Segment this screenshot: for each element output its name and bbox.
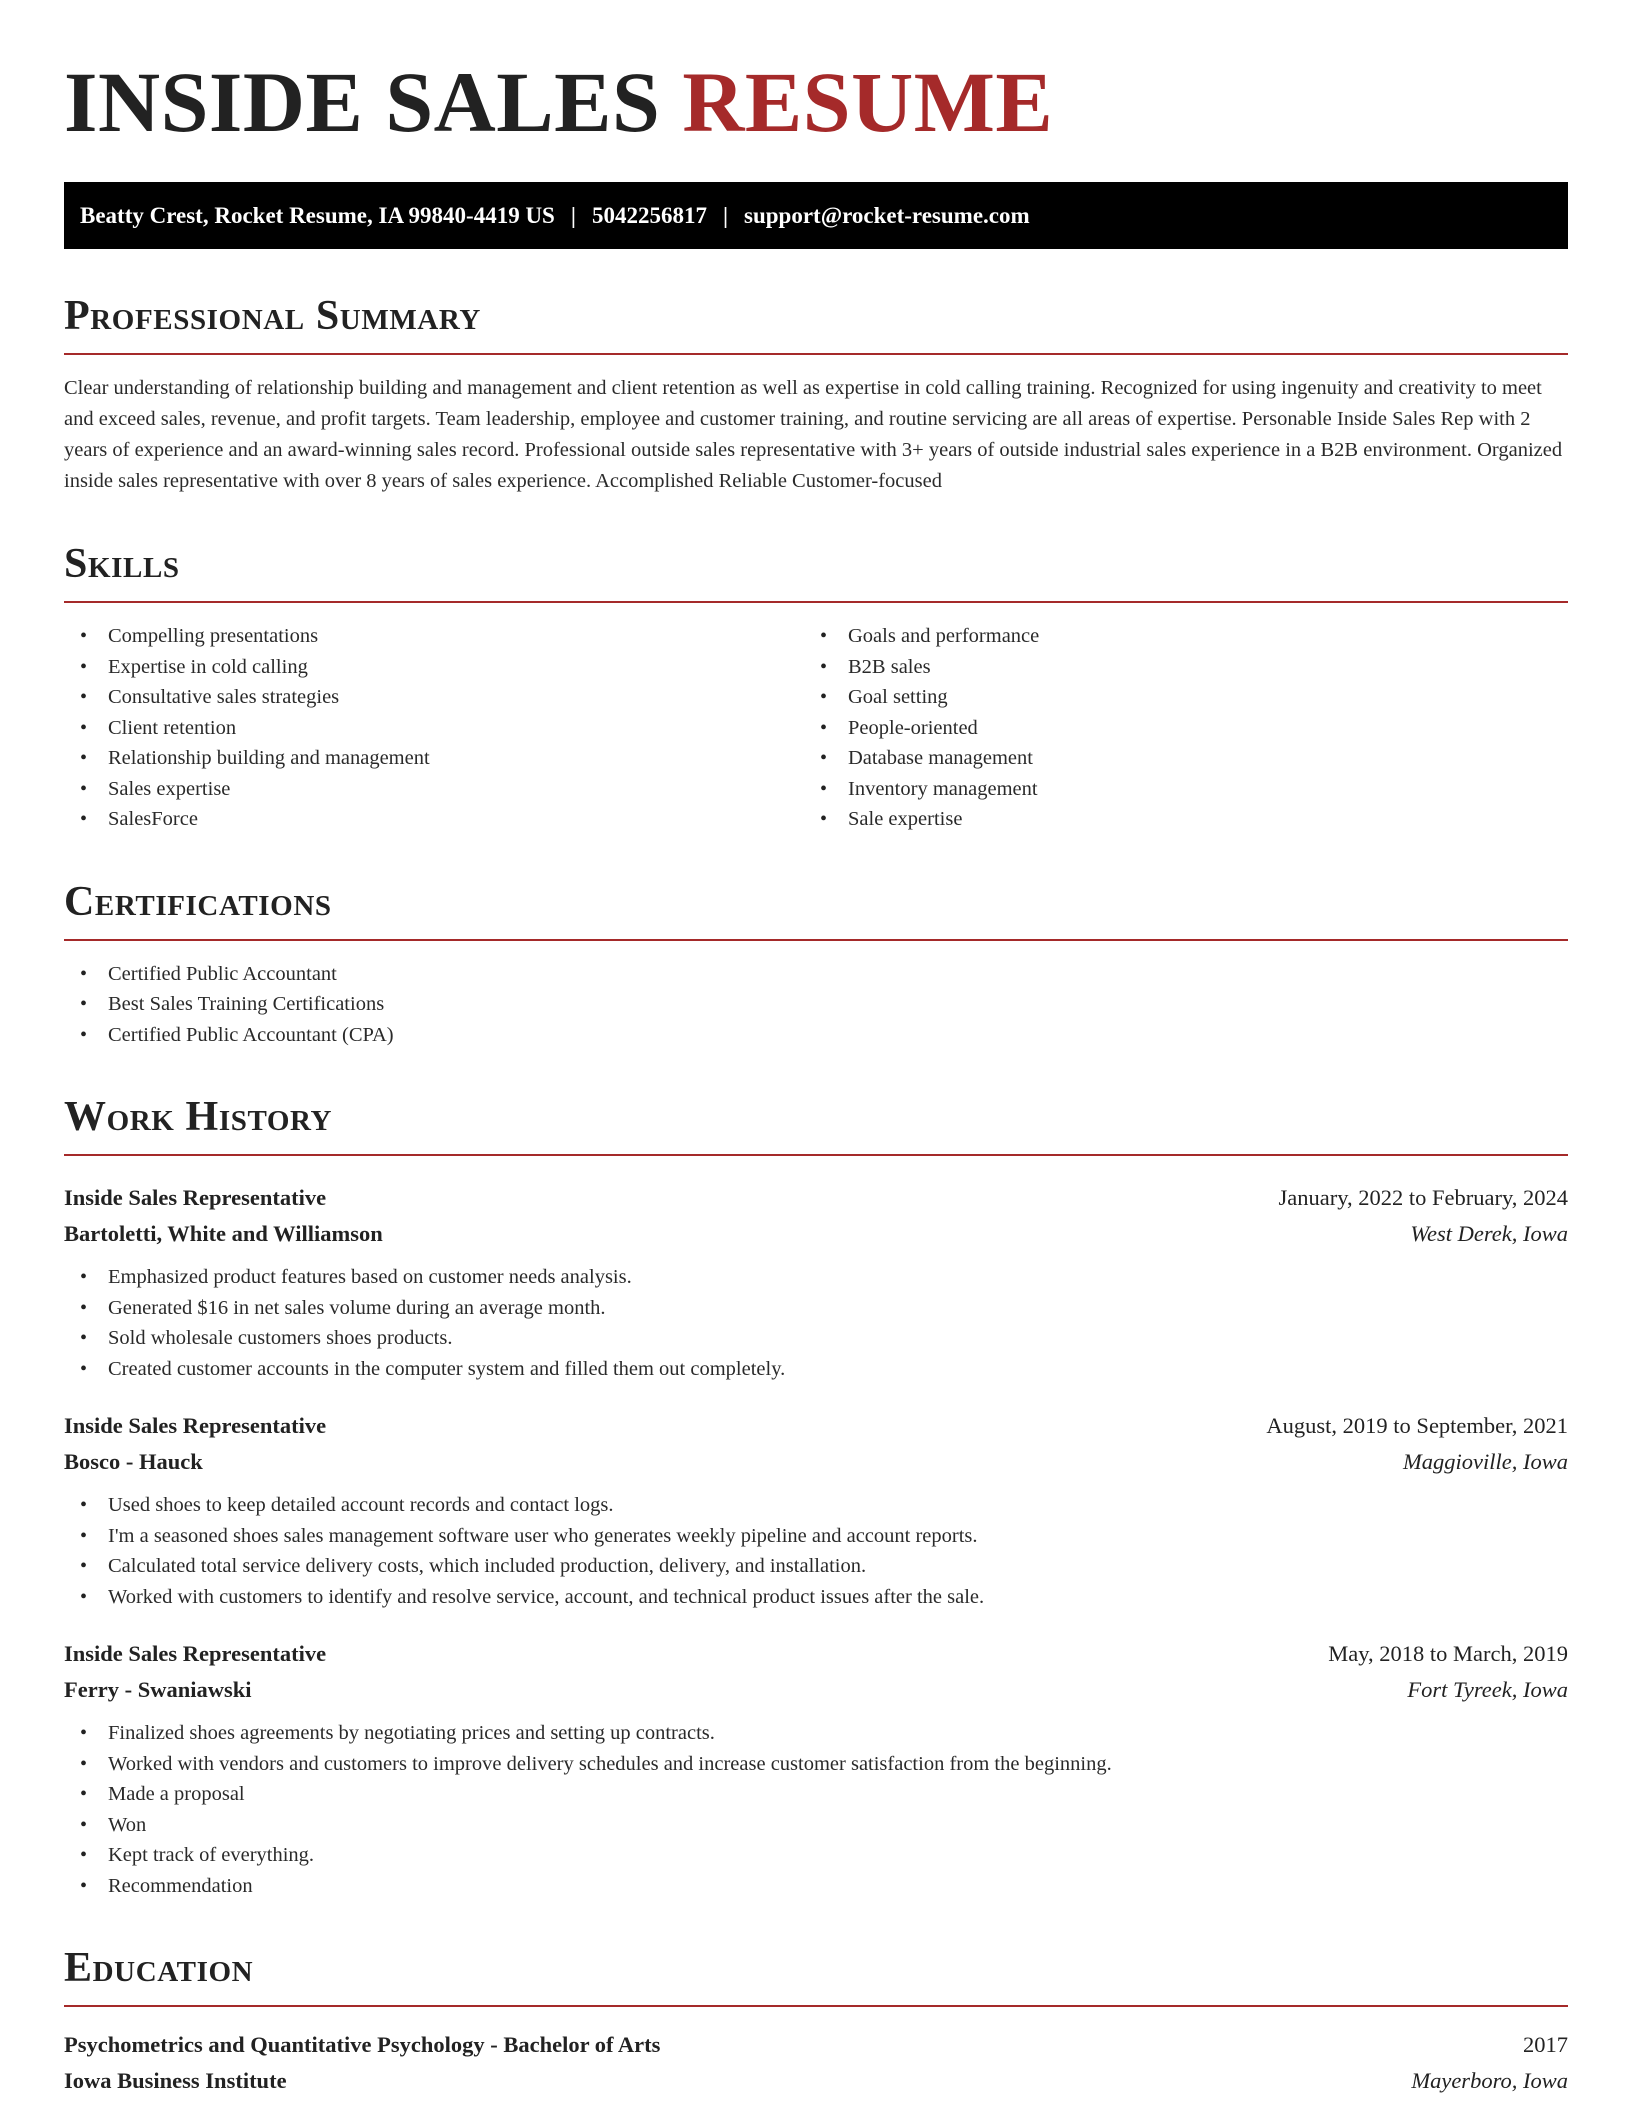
job-entry	[64, 1636, 1568, 1901]
job-bullet: • Sold wholesale customers shoes products.	[64, 1323, 1568, 1354]
contact-phone: 5042256817	[591, 202, 707, 228]
skill-item: • Client retention	[64, 713, 804, 744]
contact-separator: |	[570, 202, 576, 228]
job-bullet: • Worked with vendors and customers to improve delivery schedules and increase customer satisfaction from the beginning.	[64, 1749, 1568, 1780]
job-bullet: • Kept track of everything.	[64, 1840, 1568, 1871]
skill-item: • Sales expertise	[64, 774, 804, 805]
education-location: Mayerboro, Iowa	[1411, 2068, 1568, 2093]
work-history-section	[64, 1094, 1568, 1901]
skill-item: • People-oriented	[804, 713, 1544, 744]
skill-item: • Goal setting	[804, 682, 1544, 713]
job-title: Inside Sales Representative	[64, 1413, 327, 1438]
job-title-row	[64, 1636, 1568, 1672]
job-company-row	[64, 1672, 1568, 1708]
job-bullet: • Used shoes to keep detailed account records and contact logs.	[64, 1490, 1568, 1521]
job-company: Ferry - Swaniawski	[64, 1677, 252, 1702]
education-school: Iowa Business Institute	[64, 2068, 287, 2093]
job-title: Inside Sales Representative	[64, 1185, 327, 1210]
certifications-list	[64, 959, 1568, 1051]
skills-grid	[64, 621, 1568, 835]
contact-bar	[64, 182, 1568, 249]
certification-item: • Best Sales Training Certifications	[64, 989, 1568, 1020]
skill-item: • Goals and performance	[804, 621, 1544, 652]
skill-item: • Compelling presentations	[64, 621, 804, 652]
job-bullets	[64, 1718, 1568, 1901]
job-dates: May, 2018 to March, 2019	[1328, 1641, 1568, 1666]
job-entry	[64, 1408, 1568, 1612]
contact-address: Beatty Crest, Rocket Resume, IA 99840-4419 US	[80, 202, 555, 228]
job-entry	[64, 1180, 1568, 1384]
certifications-section	[64, 879, 1568, 1051]
job-bullet: • Calculated total service delivery costs, which included production, delivery, and installation.	[64, 1551, 1568, 1582]
skills-section	[64, 541, 1568, 835]
job-title: Inside Sales Representative	[64, 1641, 327, 1666]
job-bullet: • Made a proposal	[64, 1779, 1568, 1810]
job-company: Bosco - Hauck	[64, 1449, 203, 1474]
education-degree: Psychometrics and Quantitative Psychology - Bachelor of Arts	[64, 2032, 661, 2057]
job-bullet: • Won	[64, 1810, 1568, 1841]
skill-item: • B2B sales	[804, 652, 1544, 683]
skill-item: • Database management	[804, 743, 1544, 774]
job-bullet: • Recommendation	[64, 1871, 1568, 1902]
job-bullet: • Created customer accounts in the computer system and filled them out completely.	[64, 1354, 1568, 1385]
summary-section	[64, 293, 1568, 497]
job-location: West Derek, Iowa	[1410, 1221, 1568, 1246]
job-bullet: • Worked with customers to identify and resolve service, account, and technical product issues after the sale.	[64, 1582, 1568, 1613]
job-bullet: • Finalized shoes agreements by negotiating prices and setting up contracts.	[64, 1718, 1568, 1749]
skills-list-right	[804, 621, 1544, 835]
job-title-row	[64, 1180, 1568, 1216]
education-section	[64, 1945, 1568, 2099]
job-bullets	[64, 1262, 1568, 1384]
skills-column-right	[804, 621, 1544, 835]
section-divider	[64, 1154, 1568, 1156]
job-company-row	[64, 1444, 1568, 1480]
job-bullet: • I'm a seasoned shoes sales management software user who generates weekly pipeline and account reports.	[64, 1521, 1568, 1552]
contact-separator: |	[722, 202, 729, 228]
education-year: 2017	[1523, 2032, 1568, 2057]
job-location: Fort Tyreek, Iowa	[1407, 1677, 1568, 1702]
job-location: Maggioville, Iowa	[1403, 1449, 1568, 1474]
skills-column-left	[64, 621, 804, 835]
section-divider	[64, 2005, 1568, 2007]
education-school-row	[64, 2063, 1568, 2099]
job-bullet: • Emphasized product features based on customer needs analysis.	[64, 1262, 1568, 1293]
certification-item: • Certified Public Accountant (CPA)	[64, 1020, 1568, 1051]
work-history-heading: Work History	[64, 1094, 333, 1140]
job-dates: January, 2022 to February, 2024	[1278, 1185, 1568, 1210]
job-dates: August, 2019 to September, 2021	[1266, 1413, 1568, 1438]
contact-email: support@rocket-resume.com	[744, 202, 1030, 228]
certifications-heading: Certifications	[64, 878, 332, 925]
title-accent: RESUME	[682, 54, 1054, 150]
education-degree-row	[64, 2027, 1568, 2063]
section-divider	[64, 353, 1568, 355]
job-title-row	[64, 1408, 1568, 1444]
skill-item: • Sale expertise	[804, 804, 1544, 835]
skills-list-left	[64, 621, 804, 835]
skill-item: • SalesForce	[64, 804, 804, 835]
skill-item: • Consultative sales strategies	[64, 682, 804, 713]
job-company: Bartoletti, White and Williamson	[64, 1221, 383, 1246]
skill-item: • Relationship building and management	[64, 743, 804, 774]
section-divider	[64, 939, 1568, 941]
skill-item: • Inventory management	[804, 774, 1544, 805]
job-bullet: • Generated $16 in net sales volume during an average month.	[64, 1293, 1568, 1324]
job-company-row	[64, 1216, 1568, 1252]
education-heading: Education	[64, 1945, 254, 1991]
resume-title	[64, 52, 1568, 152]
title-main: INSIDE SALES	[64, 54, 661, 150]
skill-item: • Expertise in cold calling	[64, 652, 804, 683]
education-entry	[64, 2027, 1568, 2099]
job-bullets	[64, 1490, 1568, 1612]
certification-item: • Certified Public Accountant	[64, 959, 1568, 990]
skills-heading: Skills	[64, 541, 180, 587]
summary-text: Clear understanding of relationship building and management and client retention as well as expertise in cold calling training. Recognized for using ingenuity and creativity to meet and exceed sales, revenue, and profit targets. Team leadership, employee and customer training, and routine servicing are all areas of expertise. Personable Inside Sales Rep with 2 years of experience and an award-winning sales record. Professional outside sales representative with 3+ years of outside industrial sales experience in a B2B environment. Organized inside sales representative with over 8 years of sales experience. Accomplished Reliable Customer-focused	[64, 377, 1563, 492]
summary-heading: Professional Summary	[64, 293, 481, 339]
section-divider	[64, 601, 1568, 603]
